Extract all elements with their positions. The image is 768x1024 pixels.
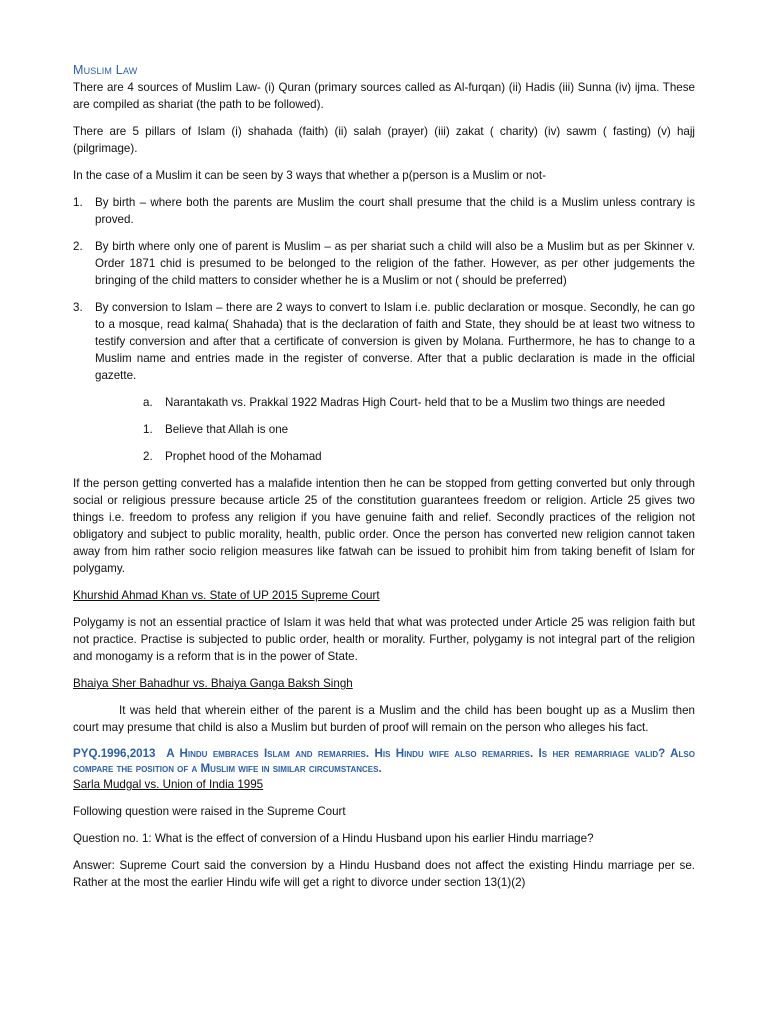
list-item-text: By birth – where both the parents are Muslim the court shall presume that the child is a Muslim unless contrary is proved.	[95, 196, 695, 226]
list-marker: 1.	[73, 196, 83, 209]
case-title-text: Khurshid Ahmad Khan vs. State of UP 2015 Supreme Court	[73, 589, 380, 602]
list-item	[73, 194, 695, 228]
list-item-text: By birth where only one of parent is Muslim – as per shariat such a child will also be a Muslim but as per Skinner v. Order 1871 chid is presumed to be belonged to the religion of the father. However, as per other judgements the bringing of the child matters to consider whether he is a Muslim or not ( should be preferred)	[95, 240, 695, 287]
list-item-text: By conversion to Islam – there are 2 ways to convert to Islam i.e. public declaration or mosque. Secondly, he can go to a mosque, read kalma( Shahada) that is the declaration of faith and State, they should be at least two witness to testify conversion and after that a certificate of conversion is given by Molana. Furthermore, he has to change to a Muslim name and entries made in the register of converse. After that a public declaration is made in the official gazette.	[95, 301, 695, 382]
document-page	[73, 62, 695, 891]
paragraph-sources: There are 4 sources of Muslim Law- (i) Quran (primary sources called as Al-furqan) (ii) Hadis (iii) Sunna (iv) ijma. These are compiled as shariat (the path to be followed).	[73, 81, 695, 111]
case-title-text: Sarla Mudgal vs. Union of India 1995	[73, 778, 264, 791]
sub-item-text: Prophet hood of the Mohamad	[165, 450, 322, 463]
paragraph-bhaiya: It was held that wherein either of the parent is a Muslim and the child has been bought up as a Muslim then court may presume that child is also a Muslim but burden of proof will remain on the person who alleges his fact.	[73, 704, 695, 734]
sub-item-a	[143, 394, 695, 411]
sub-item-2	[143, 448, 695, 465]
paragraph-polygamy: Polygamy is not an essential practice of Islam it was held that what was protected under Article 25 was religion faith but not practice. Practise is subjected to public order, health or morality. Further, polygamy is not integral part of the religion and monogamy is a reform that is in the power of State.	[73, 616, 695, 663]
case-title-khurshid	[73, 587, 695, 604]
case-title-sarla	[73, 776, 695, 793]
paragraph-following: Following question were raised in the Supreme Court	[73, 805, 346, 818]
paragraph-pillars: There are 5 pillars of Islam (i) shahada (faith) (ii) salah (prayer) (iii) zakat ( charity) (iv) sawm ( fasting) (v) hajj (pilgrimage).	[73, 125, 695, 155]
sub-item-1	[143, 421, 695, 438]
paragraph-malafide: If the person getting converted has a malafide intention then he can be stopped from getting converted but only through social or religious pressure because article 25 of the constitution guarantees freedom or religion. Article 25 gives two things i.e. freedom to profess any religion if you have genuine faith and relief. Secondly practices of the religion not obligatory and subject to public morality, health, public order. Once the person has converted new religion cannot taken away from him rather socio religion measures like fatwah can be issued to prohibit him from taking benefit of Islam for polygamy.	[73, 477, 695, 575]
pyq-text: A Hindu embraces Islam and remarries. His Hindu wife also remarries. Is her remarriage valid? Also compare the position of a Muslim wife in similar circumstances.	[73, 747, 695, 775]
pyq-question	[73, 746, 695, 776]
sub-item-text: Believe that Allah is one	[165, 423, 289, 436]
case-title-bhaiya	[73, 675, 695, 692]
ways-list	[73, 194, 695, 384]
sub-marker: a.	[143, 396, 153, 409]
sub-item-text: Narantakath vs. Prakkal 1922 Madras High Court- held that to be a Muslim two things are needed	[165, 396, 666, 409]
sub-marker: 1.	[143, 423, 153, 436]
paragraph-answer: Answer: Supreme Court said the conversion by a Hindu Husband does not affect the existing Hindu marriage per se. Rather at the most the earlier Hindu wife will get a right to divorce under section 13(1)(2)	[73, 859, 695, 889]
list-item	[73, 238, 695, 289]
paragraph-ways: In the case of a Muslim it can be seen by 3 ways that whether a p(person is a Muslim or not-	[73, 169, 546, 182]
paragraph-question-1: Question no. 1: What is the effect of conversion of a Hindu Husband upon his earlier Hindu marriage?	[73, 832, 594, 845]
list-marker: 3.	[73, 301, 83, 314]
section-heading: Muslim Law	[73, 63, 138, 77]
pyq-label: PYQ.1996,2013	[73, 747, 156, 760]
case-title-text: Bhaiya Sher Bahadhur vs. Bhaiya Ganga Baksh Singh	[73, 677, 353, 690]
list-marker: 2.	[73, 240, 83, 253]
sub-marker: 2.	[143, 450, 153, 463]
list-item	[73, 299, 695, 384]
